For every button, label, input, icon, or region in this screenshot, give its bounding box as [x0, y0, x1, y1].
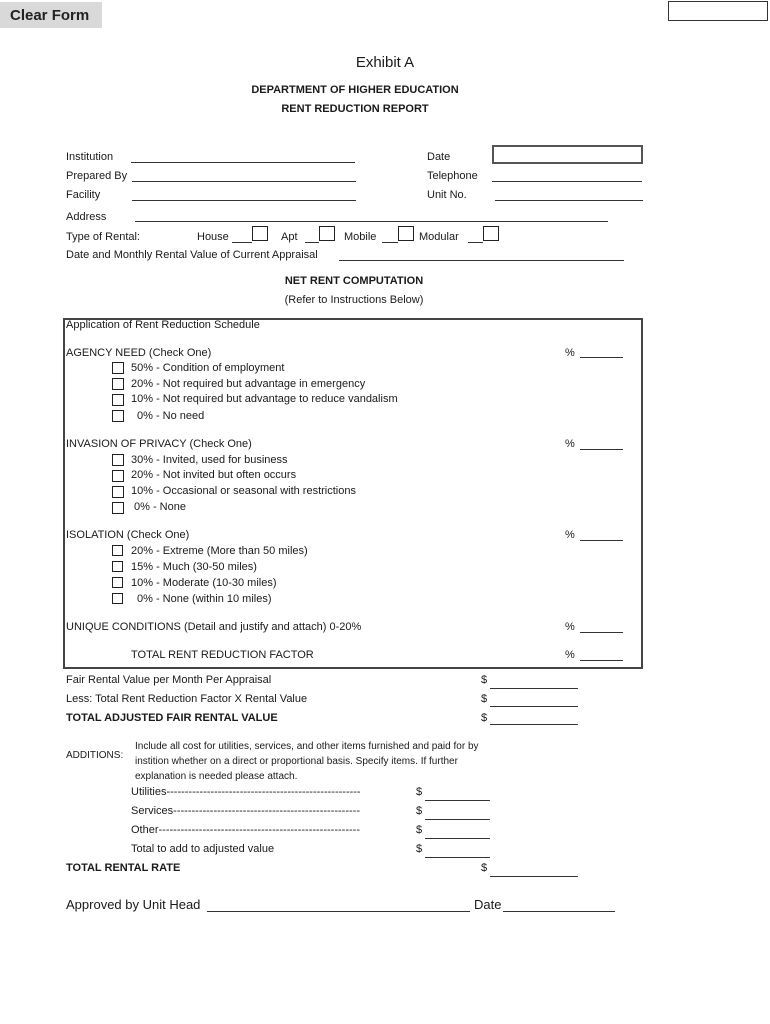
mobile-underline: [382, 242, 398, 243]
invasion-option-4: 0% - None: [134, 501, 186, 513]
address-label: Address: [66, 211, 107, 223]
approved-by-field[interactable]: [207, 911, 470, 912]
agency-need-option-4: 0% - No need: [137, 410, 205, 422]
additions-label: ADDITIONS:: [66, 750, 124, 761]
modular-checkbox[interactable]: [483, 226, 499, 241]
report-title: RENT REDUCTION REPORT: [281, 103, 429, 115]
isolation-checkbox-1[interactable]: [112, 545, 123, 556]
institution-field[interactable]: [131, 162, 355, 163]
date-label: Date: [427, 151, 451, 163]
mobile-label: Mobile: [344, 231, 377, 243]
apt-label: Apt: [281, 231, 298, 243]
computation-title: NET RENT COMPUTATION: [284, 275, 424, 287]
facility-field[interactable]: [132, 200, 356, 201]
total-factor-percent: %: [565, 649, 575, 661]
invasion-option-1: 30% - Invited, used for business: [131, 454, 288, 466]
other-dollar: $: [416, 824, 423, 836]
total-adjusted-dollar: $: [481, 712, 488, 724]
appraisal-label: Date and Monthly Rental Value of Current Appraisal: [66, 249, 318, 261]
agency-need-percent-field[interactable]: [580, 357, 623, 358]
invasion-percent: %: [565, 438, 575, 450]
invasion-checkbox-2[interactable]: [112, 470, 124, 482]
institution-label: Institution: [66, 151, 114, 163]
unique-percent-field[interactable]: [580, 632, 623, 633]
approval-date-label: Date: [474, 897, 502, 912]
isolation-checkbox-4[interactable]: [112, 593, 123, 604]
agency-need-option-2: 20% - Not required but advantage in emergency: [131, 378, 366, 390]
total-rental-rate-field[interactable]: [490, 876, 578, 877]
invasion-title: INVASION OF PRIVACY (Check One): [66, 438, 252, 450]
isolation-option-4: 0% - None (within 10 miles): [137, 593, 272, 605]
services-dollar: $: [416, 805, 423, 817]
modular-underline: [468, 242, 483, 243]
isolation-percent: %: [565, 529, 575, 541]
isolation-checkbox-2[interactable]: [112, 561, 123, 572]
isolation-option-3: 10% - Moderate (10-30 miles): [131, 577, 277, 589]
isolation-percent-field[interactable]: [580, 540, 623, 541]
address-field[interactable]: [135, 221, 608, 222]
apt-checkbox[interactable]: [319, 226, 335, 241]
utilities-label: Utilities-----------------------------------------------------: [131, 786, 361, 798]
unit-no-field[interactable]: [495, 200, 643, 201]
agency-need-checkbox-4[interactable]: [112, 410, 124, 422]
fair-rental-label: Fair Rental Value per Month Per Appraisal: [66, 674, 272, 686]
isolation-option-1: 20% - Extreme (More than 50 miles): [131, 545, 308, 557]
house-label: House: [197, 231, 229, 243]
agency-need-checkbox-3[interactable]: [112, 394, 124, 406]
agency-need-option-1: 50% - Condition of employment: [131, 362, 285, 374]
date-field[interactable]: [492, 145, 643, 164]
house-checkbox[interactable]: [252, 226, 268, 241]
total-adjusted-field[interactable]: [490, 724, 578, 725]
total-add-field[interactable]: [425, 857, 490, 858]
invasion-checkbox-3[interactable]: [112, 486, 124, 498]
other-field[interactable]: [425, 838, 490, 839]
utilities-field[interactable]: [425, 800, 490, 801]
top-right-field[interactable]: [668, 1, 768, 21]
schedule-heading: Application of Rent Reduction Schedule: [66, 319, 260, 331]
telephone-label: Telephone: [427, 170, 478, 182]
less-total-dollar: $: [481, 693, 488, 705]
unique-conditions-label: UNIQUE CONDITIONS (Detail and justify and attach) 0-20%: [66, 621, 362, 633]
unit-no-label: Unit No.: [427, 189, 467, 201]
approval-date-field[interactable]: [503, 911, 615, 912]
services-field[interactable]: [425, 819, 490, 820]
department-title: DEPARTMENT OF HIGHER EDUCATION: [251, 84, 459, 96]
utilities-dollar: $: [416, 786, 423, 798]
exhibit-title: Exhibit A: [355, 54, 415, 71]
agency-need-percent: %: [565, 347, 575, 359]
isolation-title: ISOLATION (Check One): [66, 529, 190, 541]
modular-label: Modular: [419, 231, 459, 243]
isolation-option-2: 15% - Much (30-50 miles): [131, 561, 257, 573]
total-rental-rate-dollar: $: [481, 862, 488, 874]
unique-percent: %: [565, 621, 575, 633]
additions-desc-3: explanation is needed please attach.: [135, 771, 298, 782]
agency-need-checkbox-1[interactable]: [112, 362, 124, 374]
invasion-option-3: 10% - Occasional or seasonal with restrictions: [131, 485, 356, 497]
clear-form-button[interactable]: Clear Form: [0, 2, 102, 28]
total-add-dollar: $: [416, 843, 423, 855]
computation-subtitle: (Refer to Instructions Below): [284, 294, 424, 306]
approved-by-label: Approved by Unit Head: [66, 897, 201, 912]
additions-desc-1: Include all cost for utilities, services, and other items furnished and paid for by: [135, 741, 479, 752]
total-rental-rate-label: TOTAL RENTAL RATE: [66, 862, 181, 874]
invasion-option-2: 20% - Not invited but often occurs: [131, 469, 297, 481]
type-of-rental-label: Type of Rental:: [66, 231, 140, 243]
agency-need-title: AGENCY NEED (Check One): [66, 347, 212, 359]
total-factor-field[interactable]: [580, 660, 623, 661]
prepared-by-label: Prepared By: [66, 170, 128, 182]
total-add-label: Total to add to adjusted value: [131, 843, 275, 855]
services-label: Services---------------------------------------------------: [131, 805, 360, 817]
agency-need-option-3: 10% - Not required but advantage to reduce vandalism: [131, 393, 398, 405]
less-total-label: Less: Total Rent Reduction Factor X Rental Value: [66, 693, 308, 705]
other-label: Other-------------------------------------------------------: [131, 824, 360, 836]
apt-underline: [305, 242, 319, 243]
house-underline: [232, 242, 252, 243]
invasion-percent-field[interactable]: [580, 449, 623, 450]
total-adjusted-label: TOTAL ADJUSTED FAIR RENTAL VALUE: [66, 712, 278, 724]
mobile-checkbox[interactable]: [398, 226, 414, 241]
appraisal-field[interactable]: [339, 260, 624, 261]
fair-rental-field[interactable]: [490, 688, 578, 689]
facility-label: Facility: [66, 189, 101, 201]
fair-rental-dollar: $: [481, 674, 488, 686]
isolation-checkbox-3[interactable]: [112, 577, 123, 588]
prepared-by-field[interactable]: [132, 181, 356, 182]
invasion-checkbox-1[interactable]: [112, 454, 124, 466]
additions-desc-2: instition whether on a direct or proportional basis. Specify items. If further: [135, 756, 458, 767]
less-total-field[interactable]: [490, 706, 578, 707]
total-factor-label: TOTAL RENT REDUCTION FACTOR: [131, 649, 314, 661]
agency-need-checkbox-2[interactable]: [112, 378, 124, 390]
invasion-checkbox-4[interactable]: [112, 502, 124, 514]
telephone-field[interactable]: [492, 181, 642, 182]
